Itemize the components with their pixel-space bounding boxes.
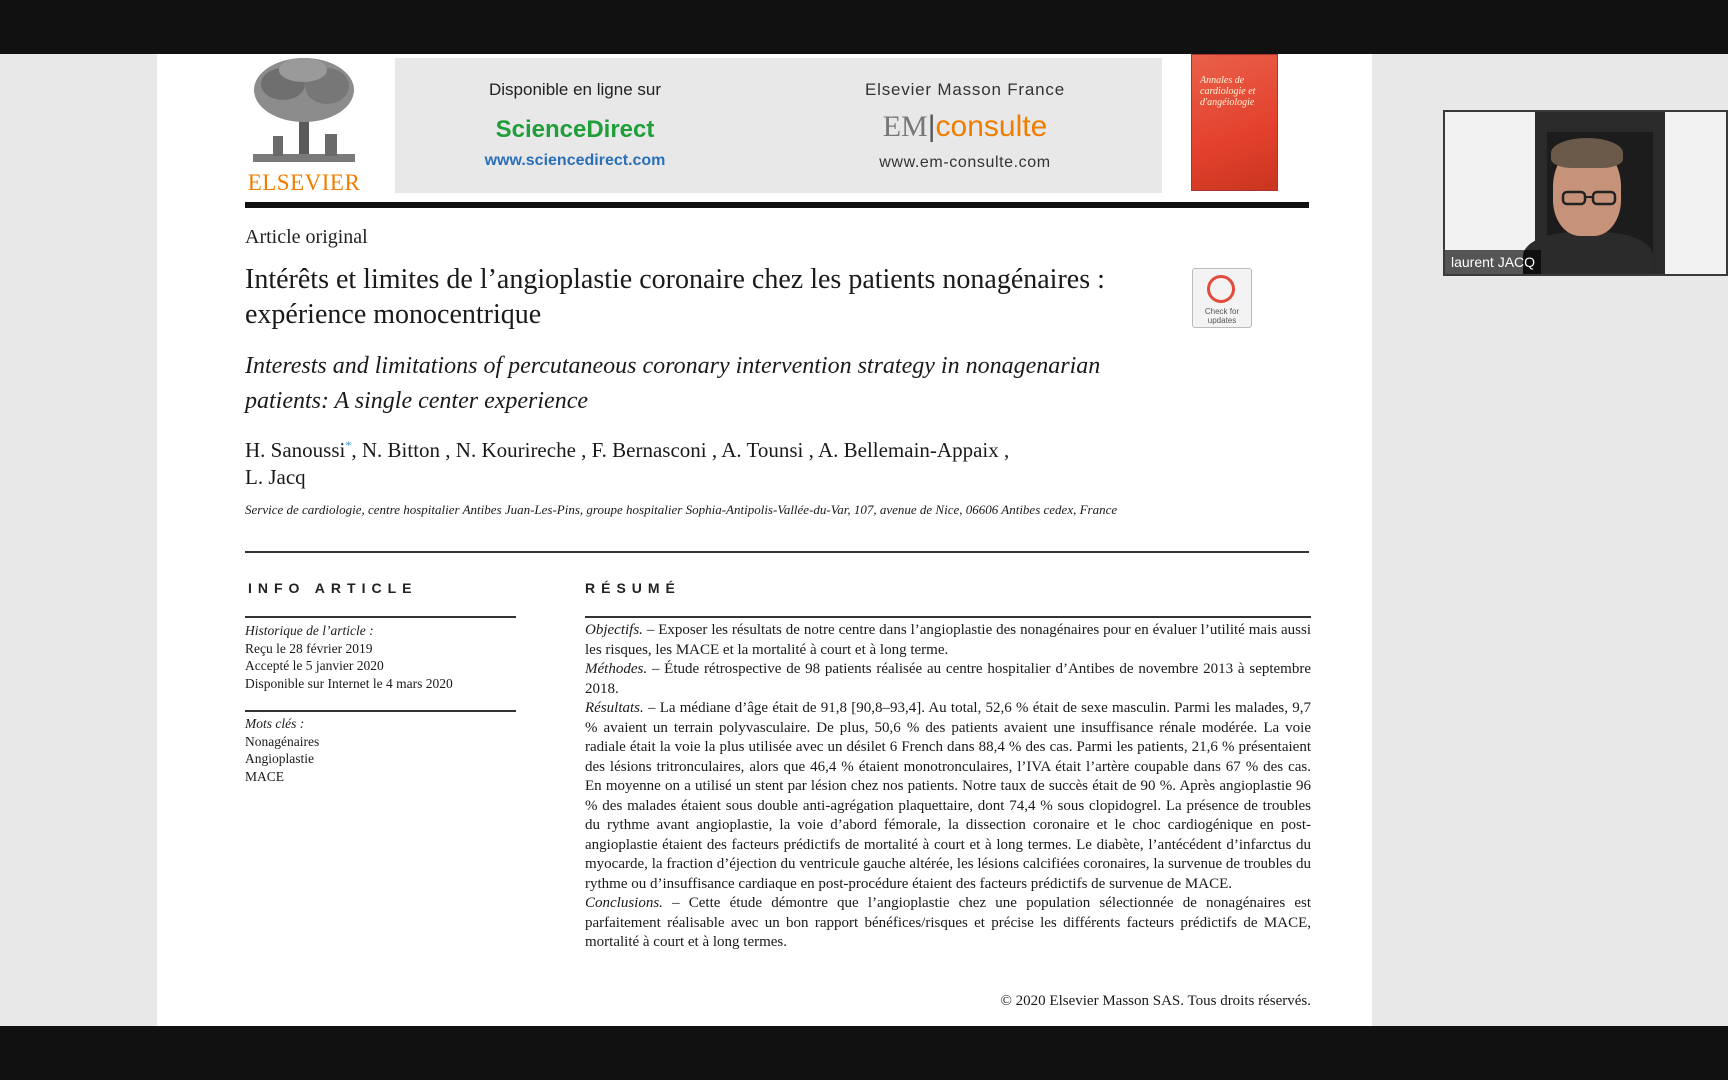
conclusions-label: Conclusions. — [585, 895, 663, 911]
info-divider-2 — [245, 710, 516, 712]
participant-body — [1523, 232, 1653, 276]
elsevier-wordmark: ELSEVIER — [247, 170, 361, 195]
header-divider — [245, 202, 1309, 208]
resultats-label: Résultats. — [585, 700, 644, 716]
bookmark-icon — [1207, 275, 1235, 303]
emconsulte-label: Elsevier Masson France — [865, 80, 1065, 99]
elsevier-logo — [243, 56, 365, 196]
sciencedirect-link[interactable]: www.sciencedirect.com — [484, 152, 666, 169]
methodes-label: Méthodes. — [585, 661, 648, 677]
accepted-date: Accepté le 5 janvier 2020 — [245, 658, 384, 673]
methodes-text: – Étude rétrospective de 98 patients réalisée au centre hospitalier d’Antibes de novembre 2013 à septembre 2018. — [585, 661, 1311, 697]
abstract-resultats — [585, 699, 1311, 894]
objectifs-text: – Exposer les résultats de notre centre dans l’angioplastie des nonagénaires pour en évaluer l’utilité mais aussi les risques, les MACE et la mortalité à court et à long terme. — [585, 622, 1311, 658]
online-date: Disponible sur Internet le 4 mars 2020 — [245, 675, 453, 691]
journal-cover — [1191, 54, 1278, 191]
resultats-text: – La médiane d’âge était de 91,8 [90,8–93,4]. Au total, 52,6 % était de sexe masculin. Parmi les malades, 9,7 % avaient un terrain polyvasculaire. De plus, 50,6 % des patients avaient une insuffisance rénale modérée. La voie radiale était la voie la plus utilisée avec un désilet 6 French dans 88,4 % des cas. Parmi les patients, 21,6 % présentaient des lésions tritronculaires, alors que 46,4 % étaient monotronculaires, l’IVA était l’artère coupable dans 67 % des cas. En moyenne on a utilisé un stent par lésion chez nos patients. Notre taux de succès était de 90 %. Après angioplastie 96 % des malades étaient sous double anti-agrégation plaquettaire, dont 74,4 % sous clopidogrel. La présence de troubles du rythme avant angioplastie, la voie d’abord fémorale, la dissection coronaire et le choc cardiogénique en post-angioplastie étaient des facteurs prédictifs de mortalité à court et à long termes. Le diabète, l’antécédent d’infarctus du myocarde, la fraction d’éjection du ventricule gauche altérée, les lésions calcifiées coronaires, la survenue de troubles du rythme ou d’insuffisance cardiaque en post-procédure étaient des facteurs prédictifs de survenue de MACE. — [585, 700, 1311, 892]
journal-banner — [395, 58, 1162, 193]
author-list — [245, 432, 1145, 491]
keywords — [245, 715, 525, 785]
keyword-item: Angioplastie — [245, 751, 314, 766]
author-first[interactable]: H. Sanoussi — [245, 438, 346, 462]
sciencedirect-name: ScienceDirect — [495, 116, 655, 143]
glasses-icon — [1561, 190, 1617, 206]
copyright-notice: © 2020 Elsevier Masson SAS. Tous droits réservés. — [1000, 993, 1311, 1009]
abstract-objectifs — [585, 621, 1311, 660]
participant-hair — [1551, 138, 1623, 168]
received-date: Reçu le 28 février 2019 — [245, 640, 373, 656]
corresponding-author-marker[interactable]: * — [345, 438, 352, 452]
participant-name-label: laurent JACQ — [1445, 250, 1541, 274]
top-black-bar — [0, 0, 1728, 54]
keyword-item: Nonagénaires — [245, 733, 320, 749]
emconsulte-em: EM — [882, 110, 928, 143]
title-divider — [245, 551, 1309, 553]
conclusions-text: – Cette étude démontre que l’angioplastie chez une population sélectionnée de nonagénaires est parfaitement réalisable avec un bon rapport bénéfices/risques et précise les différents facteurs prédictifs de MACE, mortalité à court et à long termes. — [585, 895, 1311, 950]
info-divider-1 — [245, 616, 516, 618]
emconsulte-logo: EM|consulte — [882, 110, 1048, 143]
article-title-en: Interests and limitations of percutaneous coronary intervention strategy in nonagenarian patients: A single center experience — [245, 353, 1101, 414]
emconsulte-link[interactable]: www.em-consulte.com — [879, 154, 1051, 171]
keyword-item: MACE — [245, 768, 285, 784]
affiliation: Service de cardiologie, centre hospitalier Antibes Juan-Les-Pins, groupe hospitalier Sophia-Antipolis-Vallée-du-Var, 107, avenue de Nice, 06606 Antibes cedex, France — [245, 502, 1118, 517]
resume-divider — [585, 616, 1311, 618]
article-history — [245, 622, 525, 692]
abstract-conclusions — [585, 894, 1311, 953]
check-for-updates-button[interactable] — [1192, 268, 1252, 328]
author-rest: , N. Bitton , N. Kourireche , F. Bernasconi , A. Tounsi , A. Bellemain-Appaix , — [351, 438, 1010, 462]
tree-icon — [243, 56, 365, 166]
resume-heading: RÉSUMÉ — [585, 580, 681, 596]
author-last: L. Jacq — [245, 465, 306, 489]
document-page — [157, 54, 1372, 1026]
history-label: Historique de l’article : — [245, 623, 374, 638]
journal-cover-title: Annales de cardiologie et d'angéiologie — [1200, 75, 1256, 108]
abstract-methodes — [585, 660, 1311, 699]
article-title-fr: Intérêts et limites de l’angioplastie coronaire chez les patients nonagénaires : expérience monocentrique — [245, 264, 1105, 330]
keywords-label: Mots clés : — [245, 716, 305, 731]
abstract-body — [585, 621, 1311, 953]
article-type: Article original — [245, 226, 368, 248]
check-updates-label: Check for updates — [1204, 307, 1240, 325]
sciencedirect-label: Disponible en ligne sur — [489, 80, 661, 99]
objectifs-label: Objectifs. — [585, 622, 643, 638]
participant-video-tile[interactable] — [1443, 110, 1728, 276]
info-article-heading: INFO ARTICLE — [248, 580, 418, 596]
bottom-black-bar — [0, 1026, 1728, 1080]
emconsulte-consulte: consulte — [935, 110, 1048, 143]
